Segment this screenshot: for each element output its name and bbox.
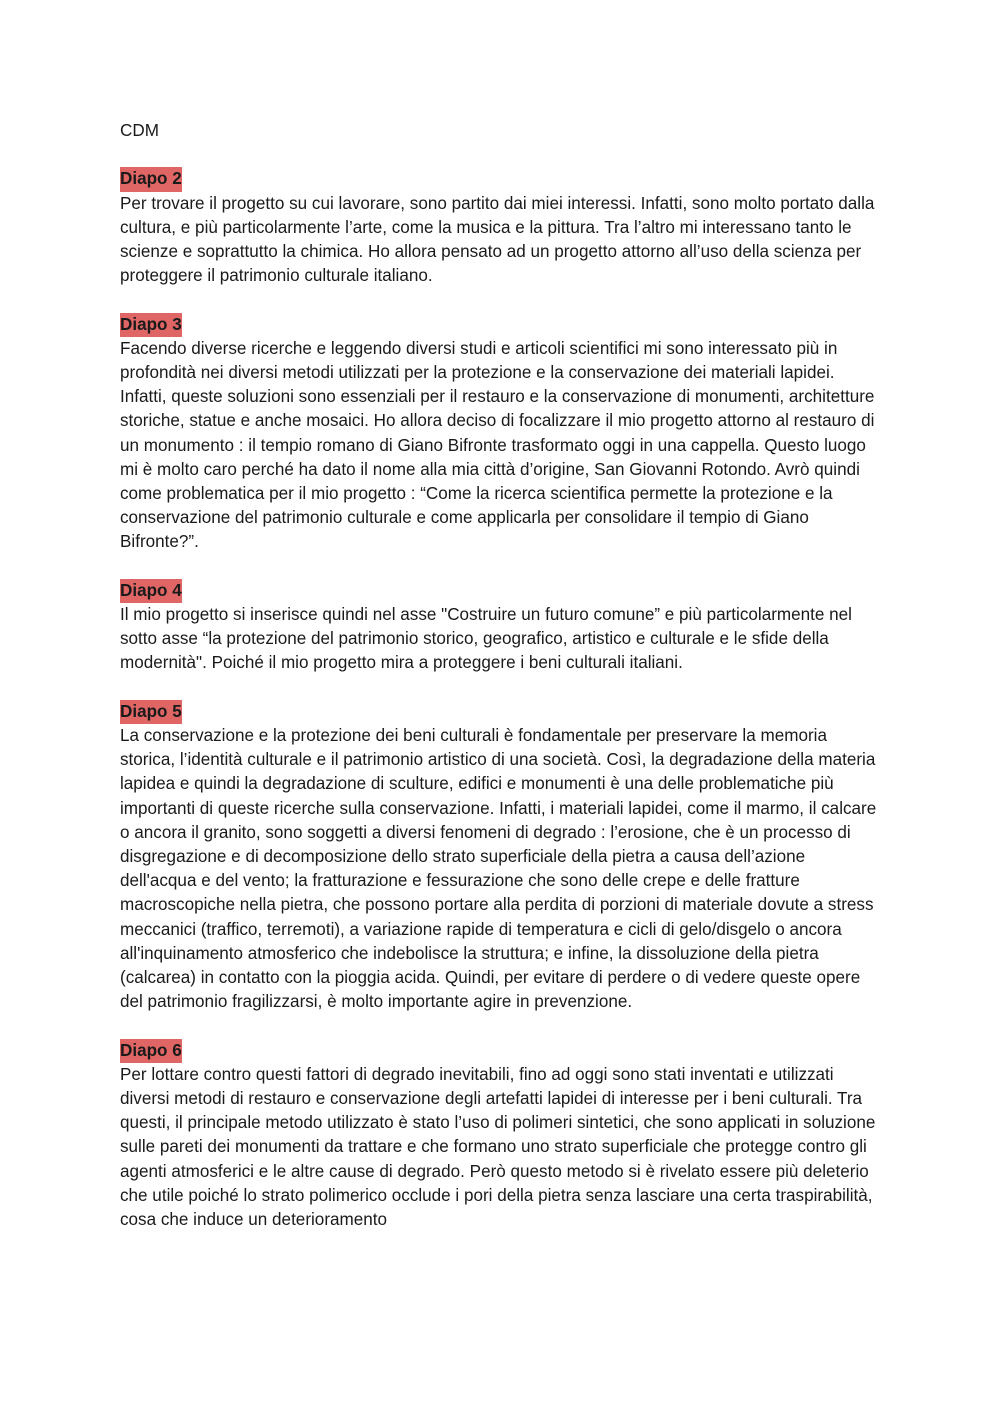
section-paragraph: Per lottare contro questi fattori di degrado inevitabili, fino ad oggi sono stati inventati e utilizzati diversi metodi di restauro e conservazione degli artefatti lapidei di interesse per i beni culturali. Tra questi, il principale metodo utilizzato è stato l’uso di polimeri sintetici, che sono applicati in soluzione sulle pareti dei monumenti da trattare e che formano uno strato superficiale che protegge contro gli agenti atmosferici e le altre cause di degrado. Però questo metodo si è rivelato essere più deleterio che utile poiché lo strato polimerico occlude i pori della pietra senza lasciare una certa traspirabilità, cosa che induce un deterioramento bbox=[120, 1064, 876, 1230]
section-heading: Diapo 2 bbox=[120, 167, 182, 191]
section-paragraph: La conservazione e la protezione dei beni culturali è fondamentale per preservare la memoria storica, l’identità culturale e il patrimonio artistico di una società. Così, la degradazione della materia lapidea e quindi la degradazione di sculture, edifici e monumenti è una delle problematiche più importanti di queste ricerche sulla conservazione. Infatti, i materiali lapidei, come il marmo, il calcare o ancora il granito, sono soggetti a diversi fenomeni di degrado : l’erosione, che è un processo di disgregazione e di decomposizione dello strato superficiale della pietra a causa dell’azione dell'acqua e del vento; la fratturazione e fessurazione che sono delle crepe e delle fratture macroscopiche nella pietra, che possono portare alla perdita di porzioni di materiale dovute a stress meccanici (traffico, terremoti), a variazione rapide di temperatura e cicli di gelo/disgelo o ancora all'inquinamento atmosferico che indebolisce la struttura; e infine, la dissoluzione della pietra (calcarea) in contatto con la pioggia acida. Quindi, per evitare di perdere o di vedere queste opere del patrimonio fragilizzarsi, è molto importante agire in prevenzione. bbox=[120, 726, 877, 1012]
section-heading: Diapo 4 bbox=[120, 579, 182, 603]
document-title: CDM bbox=[120, 121, 159, 140]
section-heading: Diapo 6 bbox=[120, 1039, 182, 1063]
section-paragraph: Facendo diverse ricerche e leggendo diversi studi e articoli scientifici mi sono interessato più in profondità nei diversi metodi utilizzati per la protezione e la conservazione dei materiali lapidei. Infatti, queste soluzioni sono essenziali per il restauro e la conservazione di monumenti, architetture storiche, statue e anche mosaici. Ho allora deciso di focalizzare il mio progetto attorno al restauro di un monumento : il tempio romano di Giano Bifronte trasformato oggi in una cappella. Questo luogo mi è molto caro perché ha dato il nome alla mia città d’origine, San Giovanni Rotondo. Avrò quindi come problematica per il mio progetto : “Come la ricerca scientifica permette la protezione e la conservazione del patrimonio culturale e come applicarla per consolidare il tempio di Giano Bifronte?”. bbox=[120, 338, 875, 552]
section-diapo-2 bbox=[120, 167, 880, 288]
section-diapo-4 bbox=[120, 579, 880, 676]
section-paragraph: Il mio progetto si inserisce quindi nel asse "Costruire un futuro comune” e più particolarmente nel sotto asse “la protezione del patrimonio storico, geografico, artistico e culturale e le sfide della modernità". Poiché il mio progetto mira a proteggere i beni culturali italiani. bbox=[120, 605, 852, 673]
section-heading: Diapo 3 bbox=[120, 313, 182, 337]
section-diapo-5 bbox=[120, 700, 880, 1015]
section-diapo-3 bbox=[120, 313, 880, 555]
section-diapo-6 bbox=[120, 1039, 880, 1233]
section-heading: Diapo 5 bbox=[120, 700, 182, 724]
document-page bbox=[120, 119, 880, 1256]
section-paragraph: Per trovare il progetto su cui lavorare, sono partito dai miei interessi. Infatti, sono molto portato dalla cultura, e più particolarmente l’arte, come la musica e la pittura. Tra l’altro mi interessano tanto le scienze e soprattutto la chimica. Ho allora pensato ad un progetto attorno all’uso della scienza per proteggere il patrimonio culturale italiano. bbox=[120, 193, 875, 286]
